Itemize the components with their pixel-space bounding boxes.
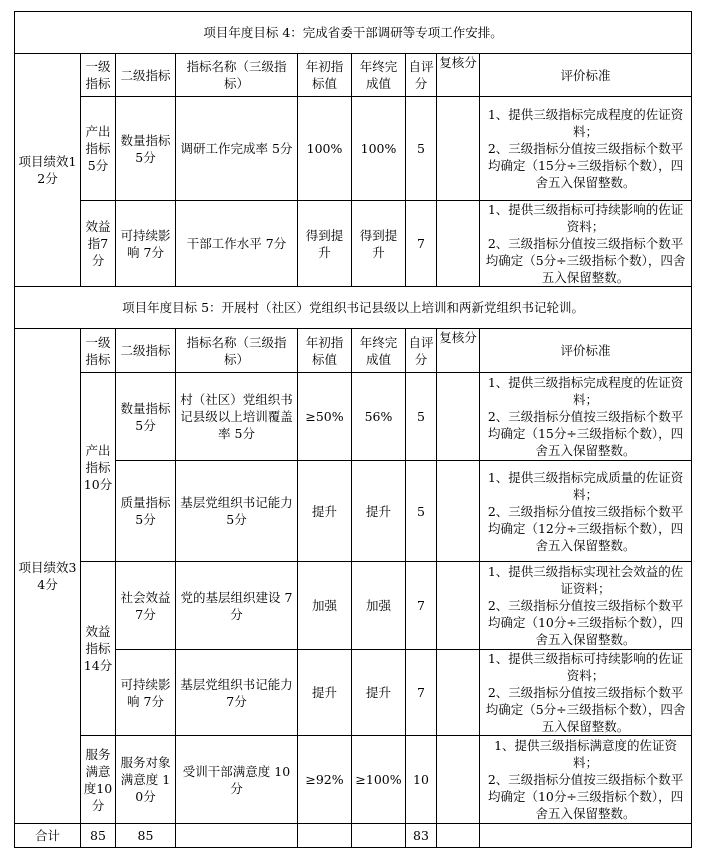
header-level1: 一级指标: [81, 329, 116, 373]
header-review-score: 复核分: [437, 54, 480, 97]
total-level1: 85: [81, 824, 116, 848]
s2-row2-review: [437, 461, 480, 562]
criteria-line: 2、三级指标分值按三级指标个数平均确定（15分÷三级指标个数），四舍五入保留整数。: [487, 141, 684, 190]
header-level1: 一级指标: [81, 54, 116, 97]
criteria-line: 2、三级指标分值按三级指标个数平均确定（5分÷三级指标个数），四舍五入保留整数。: [485, 236, 686, 285]
header-level2: 二级指标: [116, 329, 176, 373]
s2-row1-name: 村（社区）党组织书记县级以上培训覆盖率 5分: [176, 373, 298, 461]
criteria-line: 2、三级指标分值按三级指标个数平均确定（10分÷三级指标个数），四舍五入保留整数。: [487, 598, 684, 647]
section2-label: 项目绩效34分: [15, 329, 81, 824]
header-criteria: 评价标准: [480, 54, 692, 97]
s2-row4-criteria: [480, 650, 692, 736]
criteria-line: 1、提供三级指标满意度的佐证资料；: [494, 738, 678, 770]
s2-row3-final: 加强: [352, 562, 406, 650]
criteria-line: 1、提供三级指标实现社会效益的佐证资料；: [487, 564, 684, 596]
s2-row3-review: [437, 562, 480, 650]
s2-row5-score: 10: [406, 736, 437, 824]
header-self-score: 自评分: [406, 329, 437, 373]
goal-4-text: 项目年度目标 4：完成省委干部调研等专项工作安排。: [15, 12, 692, 54]
s2-row4-final: 提升: [352, 650, 406, 736]
criteria-line: 2、三级指标分值按三级指标个数平均确定（5分÷三级指标个数），四舍五入保留整数。: [485, 685, 686, 734]
s2-row2-final: 提升: [352, 461, 406, 562]
header-level2: 二级指标: [116, 54, 176, 97]
criteria-line: 1、提供三级指标完成程度的佐证资料；: [487, 375, 684, 407]
s1-row2-final: 得到提升: [352, 201, 406, 287]
s1-row1-criteria: [480, 97, 692, 201]
total-level2: 85: [116, 824, 176, 848]
s1-row1-name: 调研工作完成率 5分: [176, 97, 298, 201]
s2-row3-level2: 社会效益7分: [116, 562, 176, 650]
s2-row5-name: 受训干部满意度 10分: [176, 736, 298, 824]
criteria-line: 1、提供三级指标完成质量的佐证资料；: [487, 469, 684, 502]
total-label: 合计: [15, 824, 81, 848]
s1-row2-level2: 可持续影响 7分: [116, 201, 176, 287]
s2-row1-level2: 数量指标5分: [116, 373, 176, 461]
s2-row4-name: 基层党组织书记能力 7分: [176, 650, 298, 736]
s2-row2-initial: 提升: [298, 461, 352, 562]
s2-row1-criteria: [480, 373, 692, 461]
s2-row1-final: 56%: [352, 373, 406, 461]
s1-row1-initial: 100%: [298, 97, 352, 201]
s2-row2-name: 基层党组织书记能力 5分: [176, 461, 298, 562]
s2-row3-criteria: [480, 562, 692, 650]
criteria-line: 1、提供三级指标完成程度的佐证资料；: [487, 107, 684, 139]
header-review-score: 复核分: [437, 329, 480, 373]
s2-row4-level2: 可持续影响 7分: [116, 650, 176, 736]
header-criteria: 评价标准: [480, 329, 692, 373]
header-self-score: 自评分: [406, 54, 437, 97]
s1-row2-initial: 得到提升: [298, 201, 352, 287]
criteria-line: 2、三级指标分值按三级指标个数平均确定（12分÷三级指标个数），四舍五入保留整数。: [487, 503, 684, 553]
total-empty-cell: [352, 824, 406, 848]
s1-row1-level1: 产出指标5分: [81, 97, 116, 201]
total-empty-cell: [437, 824, 480, 848]
s2-row1-score: 5: [406, 373, 437, 461]
total-score: 83: [406, 824, 437, 848]
s2-benefit-group: 效益指标14分: [81, 562, 116, 736]
s2-row3-score: 7: [406, 562, 437, 650]
goal-5-text: 项目年度目标 5：开展村（社区）党组织书记县级以上培训和两新党组织书记轮训。: [15, 287, 692, 329]
criteria-line: 2、三级指标分值按三级指标个数平均确定（15分÷三级指标个数），四舍五入保留整数。: [487, 409, 684, 458]
header-final: 年终完成值: [352, 54, 406, 97]
header-initial: 年初指标值: [298, 329, 352, 373]
section1-label: 项目绩效12分: [15, 54, 81, 287]
header-name: 指标名称（三级指标）: [176, 54, 298, 97]
s1-row1-score: 5: [406, 97, 437, 201]
total-empty-cell: [298, 824, 352, 848]
s2-row3-name: 党的基层组织建设 7分: [176, 562, 298, 650]
s1-row1-level2: 数量指标5分: [116, 97, 176, 201]
s2-row2-level2: 质量指标5分: [116, 461, 176, 562]
s1-row1-final: 100%: [352, 97, 406, 201]
s2-row5-criteria: [480, 736, 692, 824]
s2-row3-initial: 加强: [298, 562, 352, 650]
s2-row5-initial: ≥92%: [298, 736, 352, 824]
s2-row4-initial: 提升: [298, 650, 352, 736]
s2-row5-review: [437, 736, 480, 824]
s2-output-group: 产出指标10分: [81, 373, 116, 562]
performance-table: [14, 11, 692, 848]
criteria-line: 1、提供三级指标可持续影响的佐证资料；: [487, 202, 684, 234]
total-empty-cell: [480, 824, 692, 848]
s2-row2-score: 5: [406, 461, 437, 562]
s2-row5-final: ≥100%: [352, 736, 406, 824]
s2-row5-level2: 服务对象满意度 10分: [116, 736, 176, 824]
s1-row2-name: 干部工作水平 7分: [176, 201, 298, 287]
total-empty-cell: [176, 824, 298, 848]
s2-row1-review: [437, 373, 480, 461]
s2-service-group: 服务满意度10分: [81, 736, 116, 824]
s2-row4-review: [437, 650, 480, 736]
criteria-line: 2、三级指标分值按三级指标个数平均确定（10分÷三级指标个数），四舍五入保留整数。: [487, 772, 684, 821]
s1-row1-review: [437, 97, 480, 201]
s2-row1-initial: ≥50%: [298, 373, 352, 461]
criteria-line: 1、提供三级指标可持续影响的佐证资料；: [487, 651, 684, 683]
s1-row2-score: 7: [406, 201, 437, 287]
s1-row2-level1: 效益指7分: [81, 201, 116, 287]
header-initial: 年初指标值: [298, 54, 352, 97]
s2-row4-score: 7: [406, 650, 437, 736]
header-name: 指标名称（三级指标）: [176, 329, 298, 373]
s2-row2-criteria: [480, 461, 692, 562]
header-final: 年终完成值: [352, 329, 406, 373]
s1-row2-review: [437, 201, 480, 287]
s1-row2-criteria: [480, 201, 692, 287]
